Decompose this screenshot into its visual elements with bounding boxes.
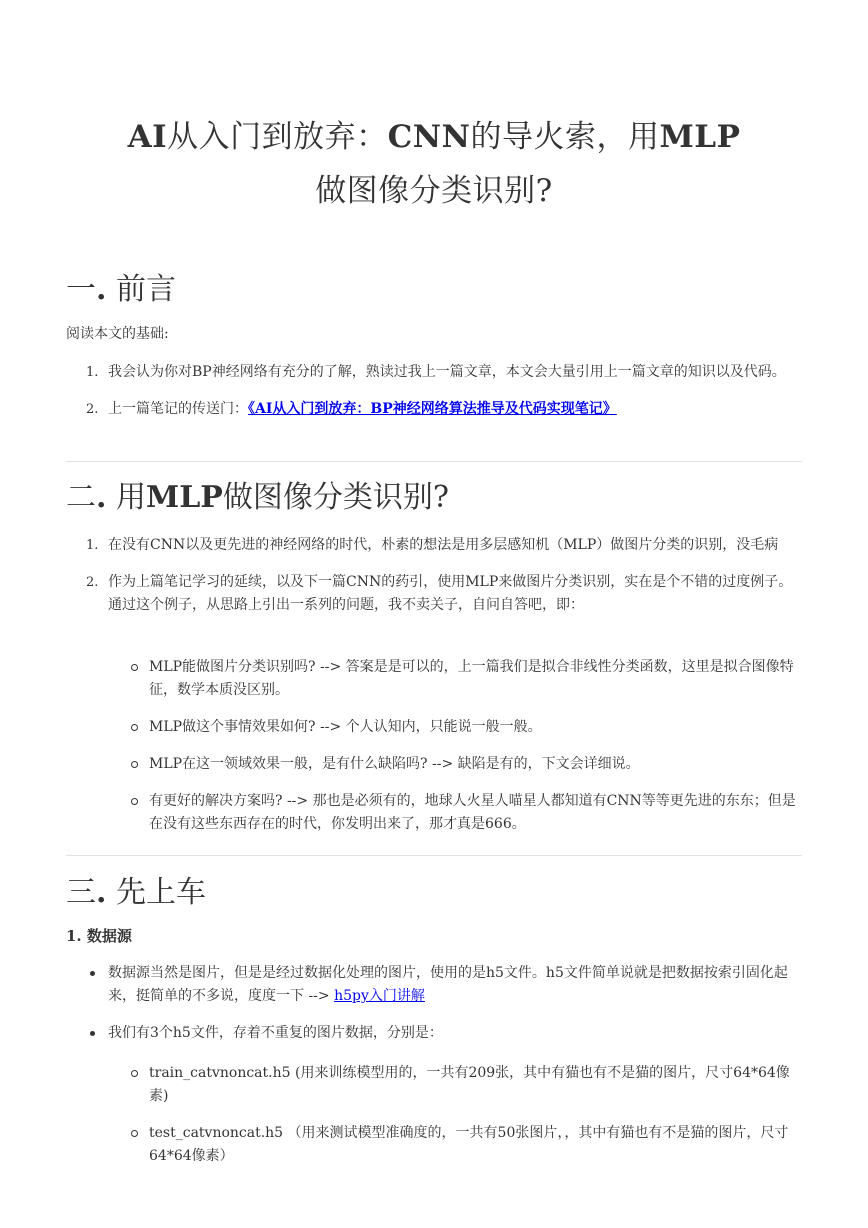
section-heading-preface: 一. 前言	[66, 272, 176, 307]
heading-text: 先上车	[106, 875, 206, 910]
title-part: 做图像分类识别?	[315, 173, 553, 209]
list-item: 2. 上一篇笔记的传送门：《AI从入门到放弃：BP神经网络算法推导及代码实现笔记》	[86, 401, 617, 417]
list-item: 2. 作为上篇笔记学习的延续，以及下一篇CNN的药引，使用MLP来做图片分类识别，实在是个不错的过度例子。通过这个例子，从思路上引出一系列的问题，我不卖关子，自问自答吧，即：	[86, 574, 793, 613]
list-item: 数据源当然是图片，但是是经过数据化处理的图片，使用的是h5文件。h5文件简单说就是把数据按索引固化起来，挺简单的不多说，度度一下 --> h5py入门讲解	[66, 962, 802, 1008]
list-item: MLP做这个事情效果如何? --> 个人认知内，只能说一般一般。	[66, 716, 802, 739]
intro-text: 阅读本文的基础:	[66, 326, 169, 342]
document-title	[66, 0, 802, 218]
divider	[66, 461, 802, 462]
section-heading-mlp: 二. 用MLP做图像分类识别?	[66, 480, 449, 515]
previous-note-link[interactable]: 《AI从入门到放弃：BP神经网络算法推导及代码实现笔记》	[248, 401, 617, 417]
heading-number: 二	[66, 480, 96, 515]
title-part: 的导火索，用	[470, 119, 660, 155]
title-part: AI	[127, 119, 168, 155]
bullet-list	[66, 962, 802, 1045]
ordered-list	[66, 534, 802, 617]
title-part: MLP	[659, 119, 741, 155]
divider	[66, 855, 802, 856]
list-item: test_catvnoncat.h5 （用来测试模型准确度的，一共有50张图片，，其中有猫也有不是猫的图片，尺寸64*64像素）	[66, 1122, 802, 1168]
heading-text: 用	[106, 480, 146, 515]
list-item: 我们有3个h5文件，存着不重复的图片数据，分别是：	[66, 1022, 802, 1045]
list-item: 有更好的解决方案吗? --> 那也是必须有的，地球人火星人喵星人都知道有CNN等等更先进的东东；但是在没有这些东西存在的时代，你发明出来了，那才真是666。	[66, 790, 802, 836]
section-heading-get-started: 三. 先上车	[66, 875, 206, 910]
ordered-list	[66, 361, 802, 421]
heading-number: 一	[66, 272, 96, 307]
list-item: MLP能做图片分类识别吗? --> 答案是是可以的，上一篇我们是拟合非线性分类函数，这里是拟合图像特征，数学本质没区别。	[66, 656, 802, 702]
title-part: CNN	[387, 119, 471, 155]
list-item: 1. 我会认为你对BP神经网络有充分的了解，熟读过我上一篇文章，本文会大量引用上一篇文章的知识以及代码。	[86, 364, 786, 380]
title-part: 从入门到放弃：	[167, 119, 388, 155]
h5py-tutorial-link[interactable]: h5py入门讲解	[334, 988, 425, 1004]
nested-list	[66, 656, 802, 836]
subsection-heading-data-source: 1. 数据源	[66, 927, 132, 945]
list-item: train_catvnoncat.h5 (用来训练模型用的，一共有209张，其中有猫也有不是猫的图片，尺寸64*64像素)	[66, 1062, 802, 1108]
heading-number: 三	[66, 875, 96, 910]
heading-text: 前言	[106, 272, 176, 307]
nested-list	[66, 1062, 802, 1168]
heading-bold: MLP	[146, 480, 223, 515]
list-item: MLP在这一领域效果一般，是有什么缺陷吗? --> 缺陷是有的，下文会详细说。	[66, 753, 802, 776]
list-item: 1. 在没有CNN以及更先进的神经网络的时代，朴素的想法是用多层感知机（MLP）做图片分类的识别，没毛病	[86, 537, 779, 553]
heading-text: 做图像分类识别?	[222, 480, 449, 515]
